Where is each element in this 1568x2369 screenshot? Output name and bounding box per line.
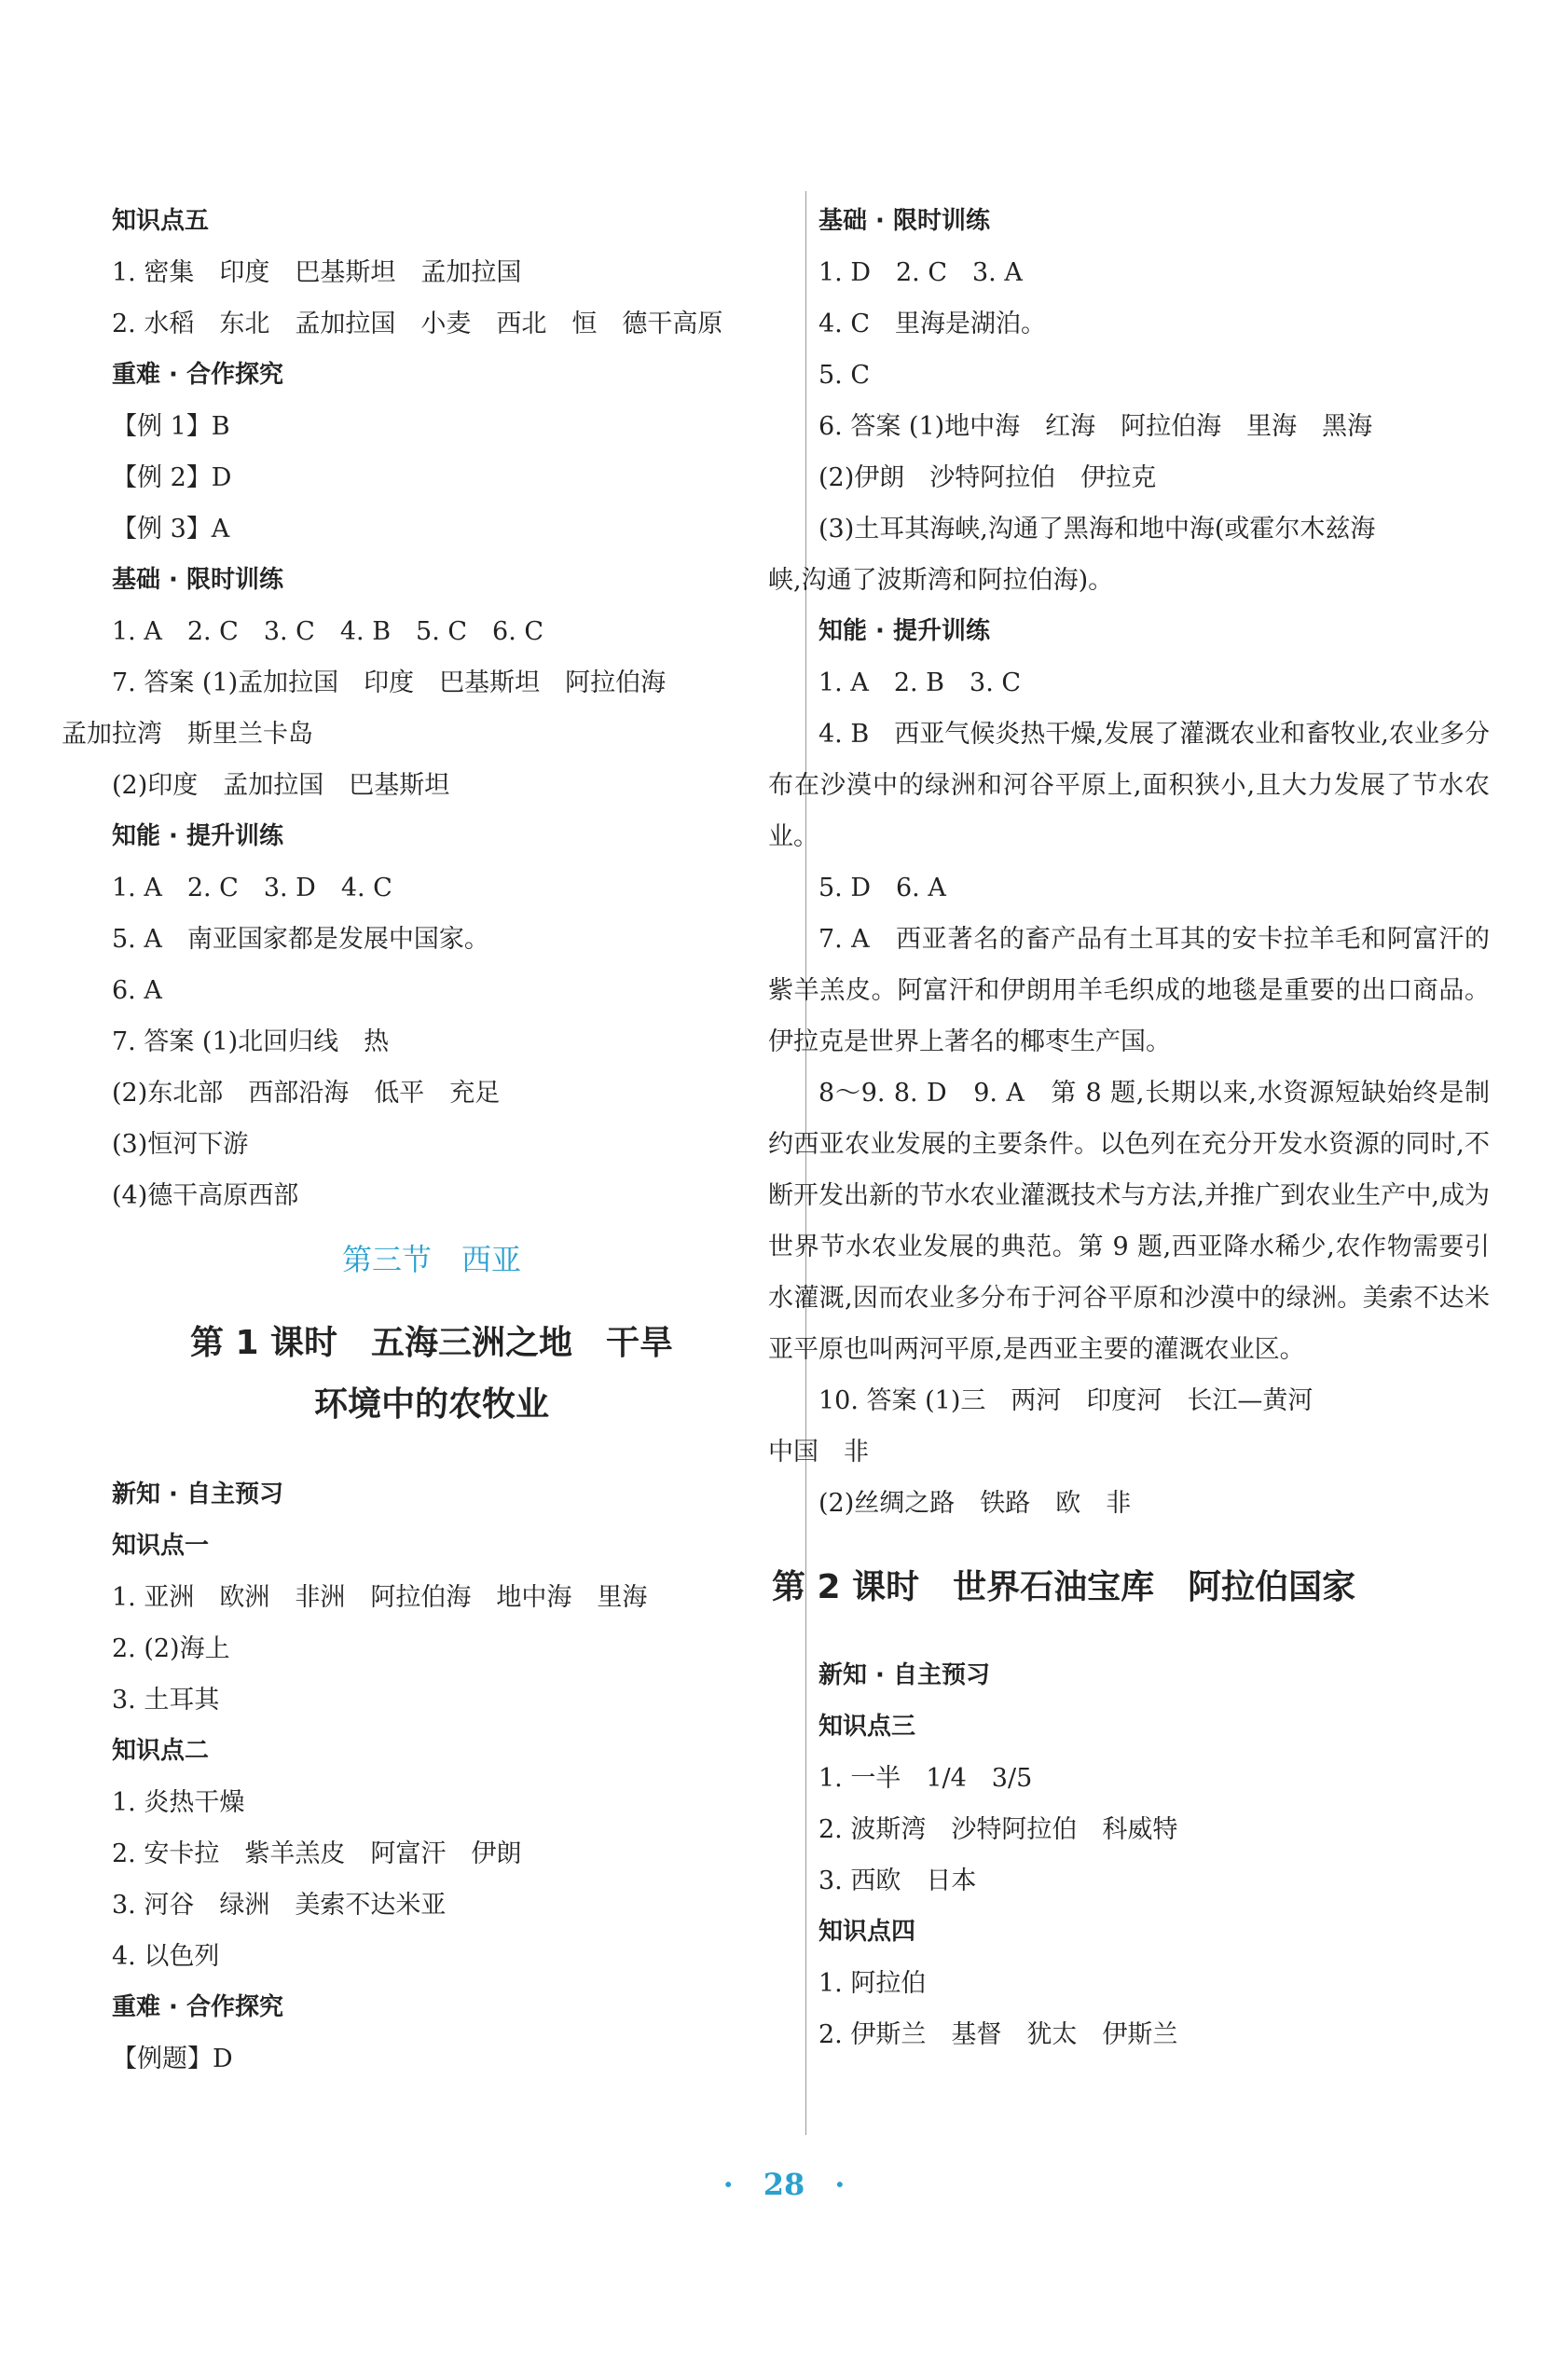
- answer-line: 6. 答案 (1)地中海 红海 阿拉伯海 里海 黑海: [818, 412, 1373, 441]
- section-heading: 基础 · 限时训练: [818, 207, 990, 235]
- left-column: [62, 196, 802, 2085]
- answer-line: 1. 炎热干燥: [112, 1788, 245, 1817]
- knowledge-point-2-heading: 知识点二: [112, 1737, 210, 1765]
- answer-line: 1. 阿拉伯: [818, 1969, 927, 1998]
- section-heading: 重难 · 合作探究: [112, 361, 283, 389]
- answer-line: (2)丝绸之路 铁路 欧 非: [818, 1489, 1132, 1518]
- answer-line: 7. 答案 (1)北回归线 热: [112, 1027, 390, 1056]
- answer-line: 1. A 2. C 3. C 4. B 5. C 6. C: [112, 617, 544, 646]
- section-heading: 知能 · 提升训练: [818, 617, 990, 645]
- answer-line: 5. D 6. A: [818, 874, 946, 902]
- answer-line: 1. A 2. C 3. D 4. C: [112, 874, 392, 902]
- answer-line: 中国 非: [768, 1438, 869, 1467]
- answer-line: 2. (2)海上: [112, 1634, 230, 1663]
- answer-line: (2)伊朗 沙特阿拉伯 伊拉克: [818, 463, 1157, 492]
- answer-line: 1. D 2. C 3. A: [818, 258, 1023, 287]
- right-column: [768, 196, 1490, 2060]
- answer-line: 【例 3】A: [112, 515, 230, 544]
- knowledge-point-4-heading: 知识点四: [818, 1918, 916, 1946]
- answer-line: 2. 安卡拉 紫羊羔皮 阿富汗 伊朗: [112, 1839, 522, 1868]
- answer-line: 3. 西欧 日本: [818, 1866, 977, 1895]
- section-heading: 基础 · 限时训练: [112, 566, 283, 594]
- explanation-paragraph: 4. B 西亚气候炎热干燥,发展了灌溉农业和畜牧业,农业多分布在沙漠中的绿洲和河谷平原上,面积狭小,且大力发展了节水农业。: [768, 720, 1490, 851]
- answer-line: 1. 亚洲 欧洲 非洲 阿拉伯海 地中海 里海: [112, 1583, 648, 1612]
- answer-line: (2)东北部 西部沿海 低平 充足: [112, 1079, 501, 1108]
- answer-line: 3. 土耳其: [112, 1686, 220, 1715]
- answer-line: 【例 1】B: [112, 412, 230, 441]
- lesson-title: 第 2 课时 世界石油宝库 阿拉伯国家: [772, 1568, 1356, 1606]
- answer-line: 4. 以色列: [112, 1942, 220, 1971]
- answer-line: 3. 河谷 绿洲 美索不达米亚: [112, 1891, 447, 1920]
- answer-line: 孟加拉湾 斯里兰卡岛: [62, 720, 313, 749]
- answer-line: 【例 2】D: [112, 463, 232, 492]
- lesson-title-line-1: 第 1 课时 五海三洲之地 干旱: [189, 1324, 674, 1362]
- lesson-title-line-2: 环境中的农牧业: [313, 1385, 549, 1424]
- section-heading: 知能 · 提升训练: [112, 822, 283, 850]
- answer-line: 6. A: [112, 976, 162, 1005]
- answer-line: 1. 密集 印度 巴基斯坦 孟加拉国: [112, 258, 522, 287]
- answer-line: 7. 答案 (1)孟加拉国 印度 巴基斯坦 阿拉伯海: [112, 668, 667, 697]
- section-heading: 重难 · 合作探究: [112, 1993, 283, 2021]
- section-heading: 新知 · 自主预习: [818, 1661, 990, 1689]
- answer-line: 5. A 南亚国家都是发展中国家。: [112, 925, 489, 954]
- answer-line: (4)德干高原西部: [112, 1181, 299, 1210]
- section-title: 第三节 西亚: [341, 1242, 521, 1277]
- answer-line: 【例题】D: [112, 2045, 233, 2073]
- answer-line: 峡,沟通了波斯湾和阿拉伯海)。: [768, 566, 1114, 595]
- answer-line: (3)恒河下游: [112, 1130, 249, 1159]
- answer-line: 2. 波斯湾 沙特阿拉伯 科威特: [818, 1815, 1178, 1844]
- section-heading: 新知 · 自主预习: [112, 1481, 283, 1508]
- answer-line: 2. 水稻 东北 孟加拉国 小麦 西北 恒 德干高原: [112, 310, 723, 338]
- explanation-paragraph: 7. A 西亚著名的畜产品有土耳其的安卡拉羊毛和阿富汗的紫羊羔皮。阿富汗和伊朗用羊毛织成的地毯是重要的出口商品。伊拉克是世界上著名的椰枣生产国。: [768, 925, 1490, 1056]
- answer-line: (2)印度 孟加拉国 巴基斯坦: [112, 771, 450, 800]
- knowledge-point-5-heading: 知识点五: [112, 207, 210, 235]
- answer-line: 1. 一半 1/4 3/5: [818, 1764, 1033, 1793]
- knowledge-point-1-heading: 知识点一: [112, 1532, 210, 1560]
- explanation-paragraph: 8～9. 8. D 9. A 第 8 题,长期以来,水资源短缺始终是制约西亚农业发展的主要条件。以色列在充分开发水资源的同时,不断开发出新的节水农业灌溉技术与方法,并推广到农业生产中,成为世界节水农业发展的典范。第 9 题,西亚降水稀少,农作物需要引水灌溉,因而农业多分布于河谷平原和沙漠中的绿洲。美索不达米亚平原也叫两河平原,是西亚主要的灌溉农业区。: [768, 1079, 1490, 1364]
- answer-line: (3)土耳其海峡,沟通了黑海和地中海(或霍尔木兹海: [818, 515, 1376, 544]
- answer-line: 5. C: [818, 361, 871, 390]
- answer-line: 4. C 里海是湖泊。: [818, 310, 1047, 338]
- page-number: · 28 ·: [722, 2167, 846, 2202]
- answer-line: 2. 伊斯兰 基督 犹太 伊斯兰: [818, 2020, 1178, 2049]
- answer-line: 1. A 2. B 3. C: [818, 668, 1022, 697]
- answer-line: 10. 答案 (1)三 两河 印度河 长江—黄河: [818, 1386, 1314, 1415]
- knowledge-point-3-heading: 知识点三: [818, 1713, 916, 1741]
